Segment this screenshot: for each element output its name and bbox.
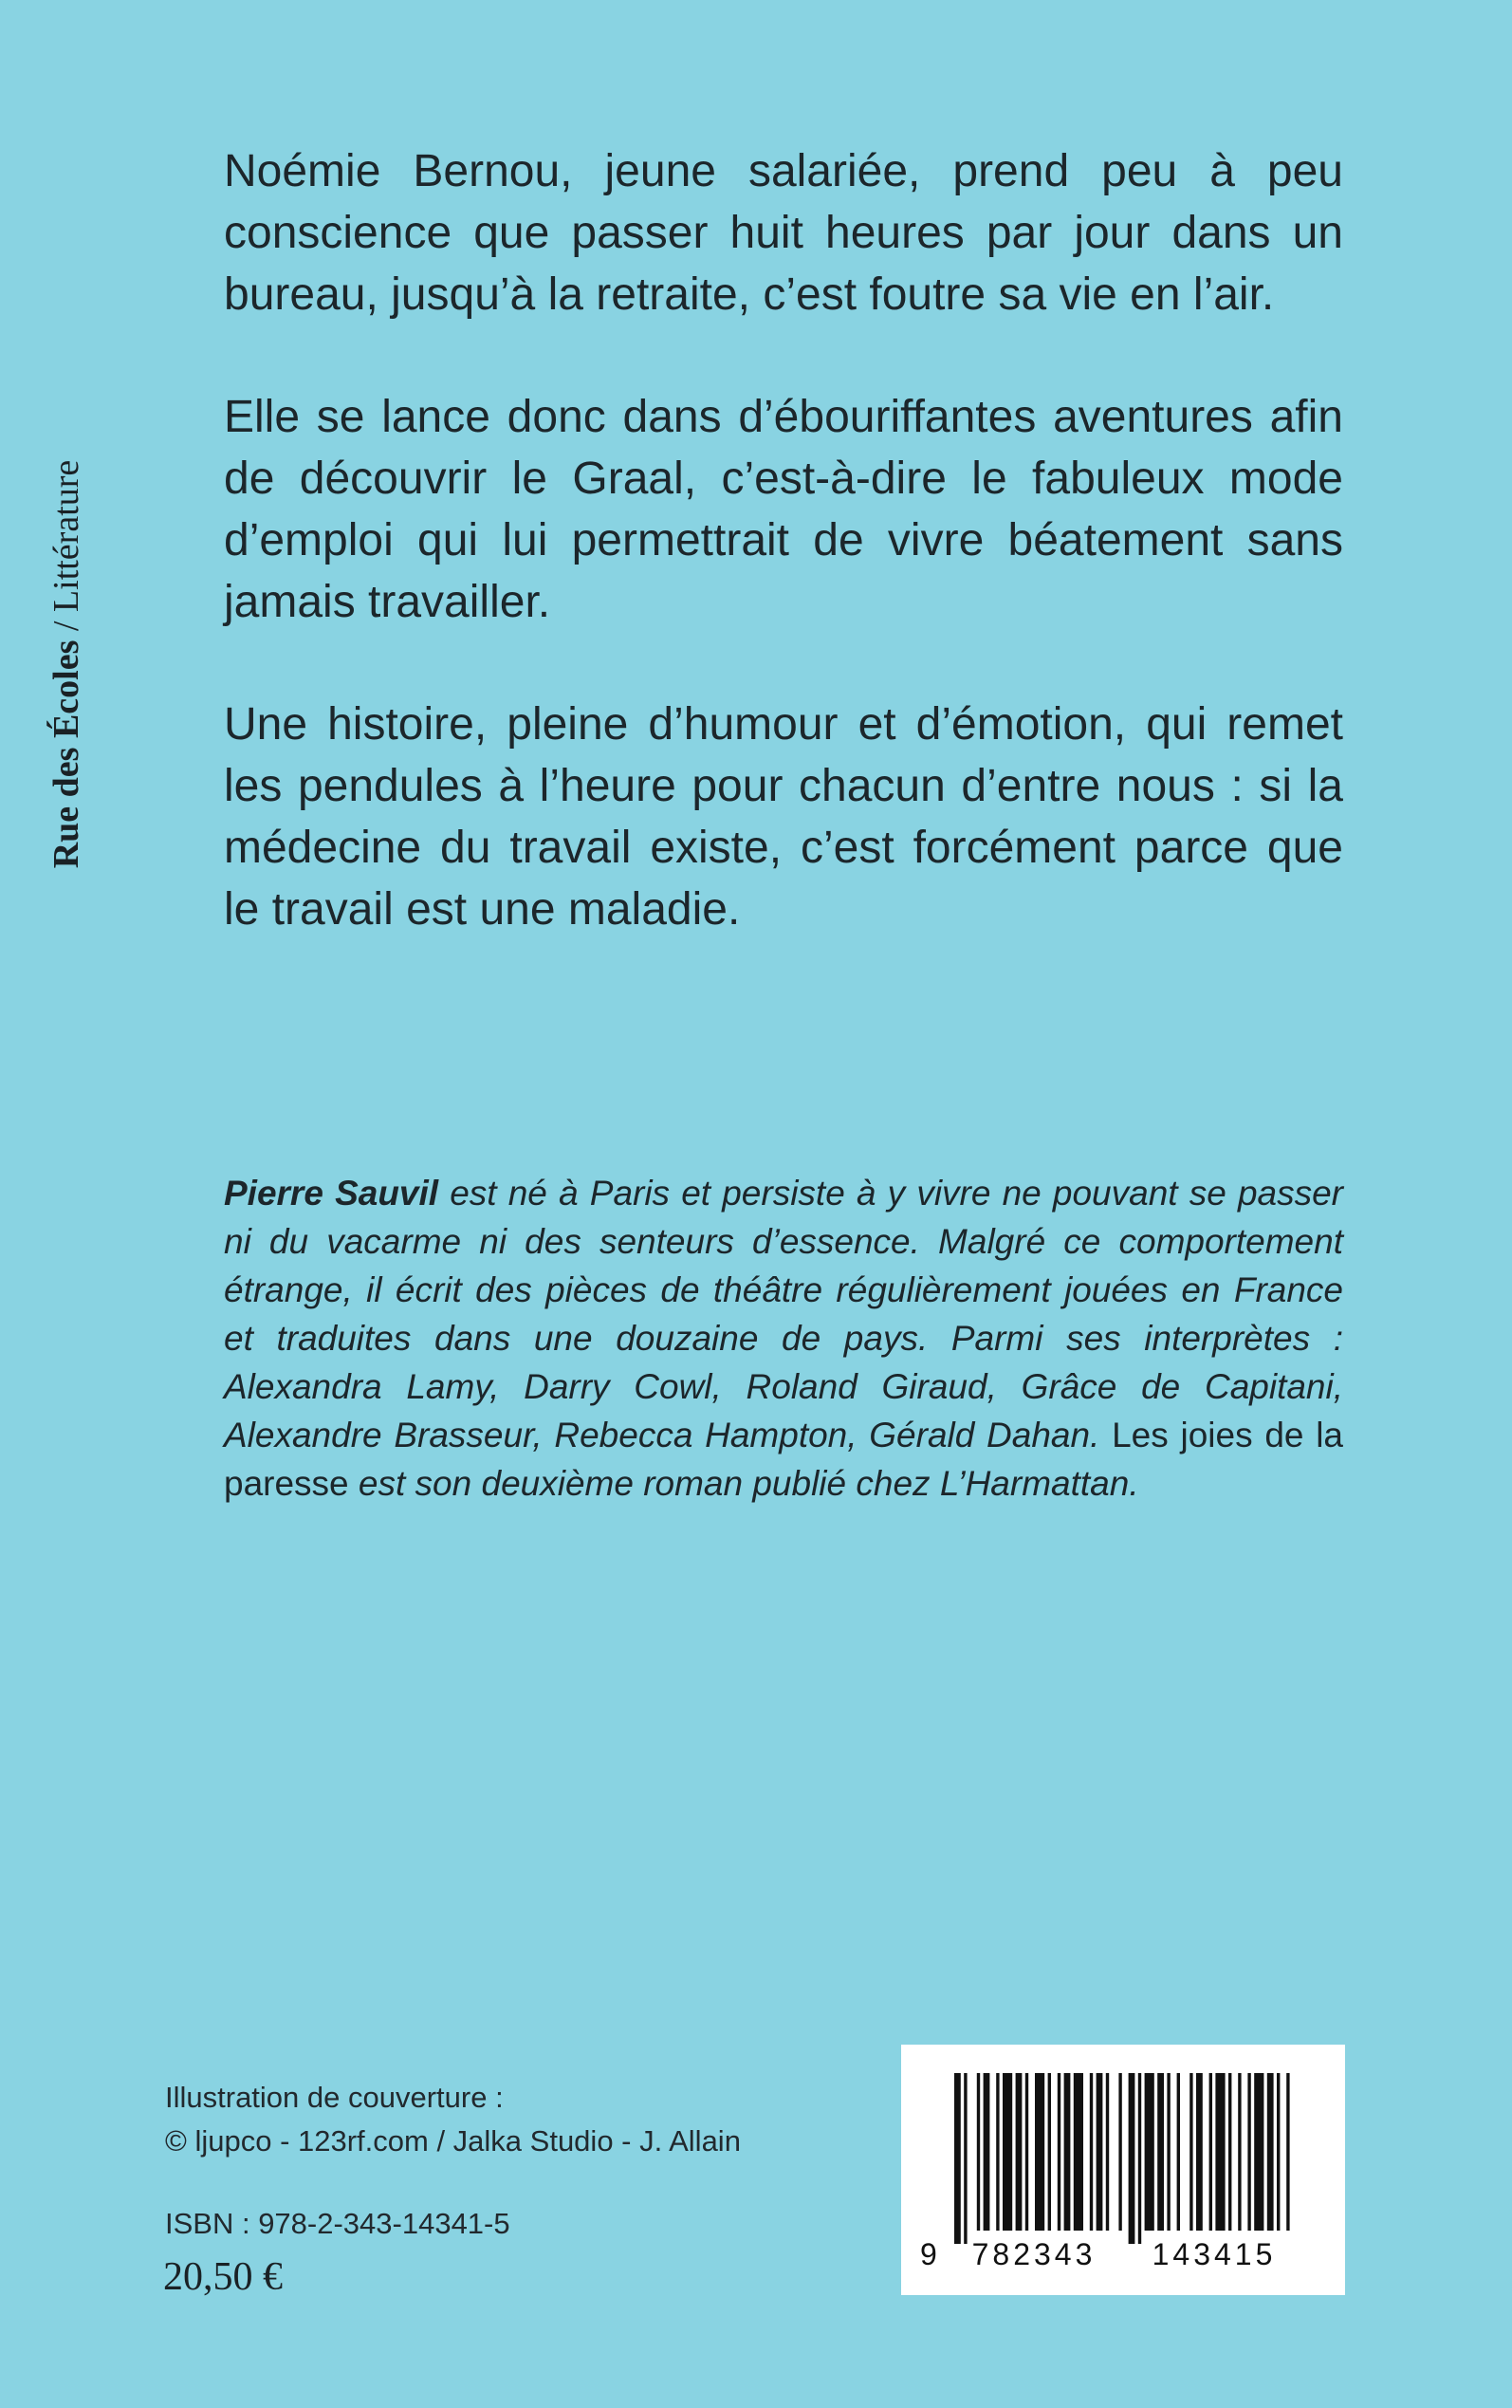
barcode-bar: [1074, 2073, 1083, 2231]
barcode-bar: [1048, 2073, 1051, 2231]
isbn-label: ISBN : 978-2-343-14341-5: [165, 2207, 510, 2240]
barcode-bar: [1106, 2073, 1109, 2231]
barcode-graphic: [901, 2045, 1345, 2295]
back-cover-blurb: [224, 140, 1343, 1001]
barcode: [901, 2045, 1345, 2295]
credits-source: © ljupco - 123rf.com / Jalka Studio - J. Allain: [165, 2124, 741, 2158]
barcode-bar: [1196, 2073, 1203, 2231]
barcode-bar: [1118, 2073, 1121, 2231]
barcode-bar: [1238, 2073, 1241, 2231]
illustration-credits: [165, 2076, 741, 2163]
credits-heading: Illustration de couverture :: [165, 2081, 504, 2114]
barcode-bar: [1090, 2073, 1093, 2231]
author-bio: [224, 1169, 1343, 1508]
barcode-bar: [964, 2073, 967, 2244]
barcode-bar: [1254, 2073, 1263, 2231]
barcode-bar: [1064, 2073, 1071, 2231]
barcode-bar: [1058, 2073, 1060, 2231]
barcode-bar: [1286, 2073, 1289, 2231]
barcode-group-2: 143415: [1152, 2237, 1277, 2271]
blurb-paragraph-1: Noémie Bernou, jeune salariée, prend peu à peu conscience que passer huit heures par jour dans un bureau, jusqu’à la retraite, c’est foutre sa vie en l’air.: [224, 146, 1343, 320]
barcode-bar: [1145, 2073, 1154, 2231]
barcode-bar: [1189, 2073, 1192, 2231]
barcode-bar: [1167, 2073, 1170, 2231]
bio-text-1: est né à Paris et persiste à y vivre ne pouvant se passer ni du vacarme ni des senteurs d’essence. Malgré ce comportement étrange, il écrit des pièces de théâtre régulièrement jouées en France et traduites dans une douzaine de pays. Parmi ses interprètes : Alexandra Lamy, Darry Cowl, Roland Giraud, Grâce de Capitani, Alexandre Brasseur, Rebecca Hampton, Gérald Dahan.: [224, 1174, 1343, 1454]
book-title: Les joies de la paresse: [224, 1416, 1344, 1503]
barcode-bar: [954, 2073, 961, 2244]
barcode-bar: [1209, 2073, 1212, 2231]
barcode-bar: [1215, 2073, 1225, 2231]
barcode-bar: [1177, 2073, 1180, 2231]
price-label: 20,50 €: [163, 2255, 283, 2299]
barcode-bars: [954, 2073, 1290, 2244]
barcode-bar: [984, 2073, 990, 2231]
blurb-paragraph-2: Elle se lance donc dans d’ébouriffantes aventures afin de découvrir le Graal, c’est-à-dire le fabuleux mode d’emploi qui lui permettrait de vivre béatement sans jamais travailler.: [224, 392, 1343, 627]
barcode-bar: [1228, 2073, 1231, 2231]
barcode-bar: [977, 2073, 980, 2231]
barcode-bar: [1097, 2073, 1103, 2231]
barcode-bar: [996, 2073, 999, 2231]
barcode-bar: [1129, 2073, 1135, 2244]
collection-name: [46, 460, 87, 869]
collection-genre: / Littérature: [46, 459, 86, 640]
barcode-bar: [1035, 2073, 1044, 2231]
barcode-bar: [1277, 2073, 1280, 2231]
barcode-bar: [1025, 2073, 1028, 2231]
barcode-bar: [1016, 2073, 1023, 2231]
blurb-paragraph-3: Une histoire, pleine d’humour et d’émotion, qui remet les pendules à l’heure pour chacun d’entre nous : si la médecine du travail existe, c’est forcément parce que le travail est une maladie.: [224, 699, 1343, 935]
barcode-bar: [1138, 2073, 1141, 2244]
barcode-group-1: 782343: [971, 2237, 1097, 2271]
author-name: Pierre Sauvil: [224, 1174, 439, 1213]
barcode-bar: [1267, 2073, 1274, 2231]
barcode-bar: [1003, 2073, 1012, 2231]
barcode-bar: [1157, 2073, 1164, 2231]
bio-text-2: est son deuxième roman publié chez L’Harmattan.: [348, 1464, 1139, 1503]
barcode-first-digit: 9: [920, 2237, 937, 2271]
barcode-bar: [1247, 2073, 1250, 2231]
collection-series: Rue des Écoles: [46, 639, 86, 869]
